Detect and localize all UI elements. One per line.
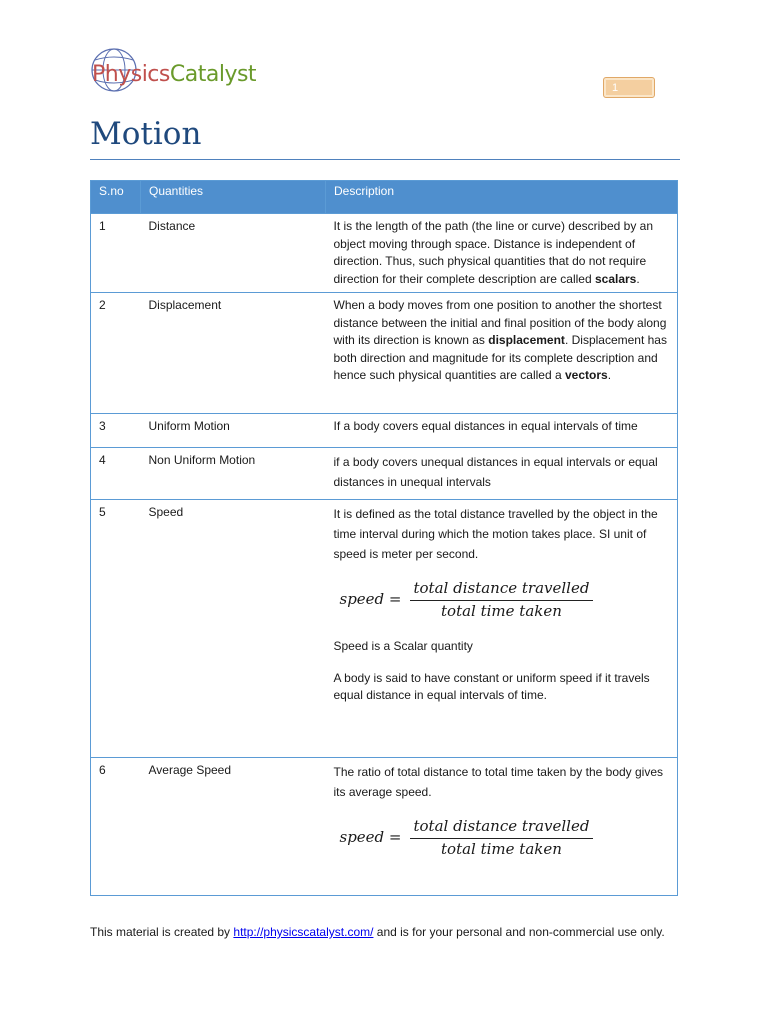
speed-formula <box>340 580 670 620</box>
table-row <box>91 293 678 414</box>
page-number-badge: 1 <box>603 77 655 98</box>
cell-quantity: Displacement <box>141 293 326 414</box>
cell-quantity: Non Uniform Motion <box>141 448 326 500</box>
footer-link[interactable]: http://physicscatalyst.com/ <box>233 925 374 939</box>
cell-sno: 4 <box>91 448 141 500</box>
table-row <box>91 758 678 896</box>
cell-description: If a body covers equal distances in equal intervals of time <box>326 414 678 448</box>
cell-quantity: Average Speed <box>141 758 326 896</box>
table-row <box>91 414 678 448</box>
cell-quantity: Uniform Motion <box>141 414 326 448</box>
formula-denominator: total time taken <box>441 839 562 858</box>
average-speed-formula <box>340 818 670 858</box>
formula-numerator: total distance travelled <box>410 580 594 601</box>
title-divider <box>90 159 680 160</box>
formula-denominator: total time taken <box>441 601 562 620</box>
formula-numerator: total distance travelled <box>410 818 594 839</box>
motion-table <box>90 180 678 896</box>
cell-sno: 5 <box>91 500 141 758</box>
cell-quantity: Distance <box>141 214 326 293</box>
cell-description: When a body moves from one position to another the shortest distance between the initial and final position of the body along with its direction is known as displacement. Displacement has both direction and magnitude for its complete description and hence such physical quantities are called a vectors. <box>326 293 678 414</box>
cell-description: if a body covers unequal distances in equal intervals or equal distances in unequal intervals <box>326 448 678 500</box>
cell-sno: 6 <box>91 758 141 896</box>
speed-note-uniform: A body is said to have constant or uniform speed if it travels equal distance in equal intervals of time. <box>333 670 650 702</box>
cell-sno: 3 <box>91 414 141 448</box>
speed-note-scalar: Speed is a Scalar quantity <box>333 639 473 653</box>
cell-description: It is the length of the path (the line or curve) described by an object moving through space. Distance is independent of direction. Thus, such physical quantities that do not require direction for their complete description are called scalars. <box>326 214 678 293</box>
cell-description <box>326 500 678 758</box>
table-row <box>91 214 678 293</box>
logo-text: PhysicsCatalyst <box>92 62 257 87</box>
header-sno: S.no <box>91 181 141 214</box>
table-row <box>91 500 678 758</box>
cell-sno: 1 <box>91 214 141 293</box>
formula-lhs: speed = <box>339 590 402 609</box>
header-description: Description <box>326 181 678 214</box>
header-quantities: Quantities <box>141 181 326 214</box>
cell-sno: 2 <box>91 293 141 414</box>
speed-definition: It is defined as the total distance travelled by the object in the time interval during which the motion takes place. SI unit of speed is meter per second. <box>333 507 658 561</box>
table-row <box>91 448 678 500</box>
formula-lhs: speed = <box>339 828 402 847</box>
average-speed-definition: The ratio of total distance to total time taken by the body gives its average speed. <box>333 765 664 799</box>
logo <box>86 42 266 102</box>
page-title: Motion <box>90 116 202 152</box>
cell-description <box>326 758 678 896</box>
table-header-row <box>91 181 678 214</box>
cell-quantity: Speed <box>141 500 326 758</box>
footer-note: This material is created by http://physicscatalyst.com/ and is for your personal and non-commercial use only. <box>90 925 665 939</box>
